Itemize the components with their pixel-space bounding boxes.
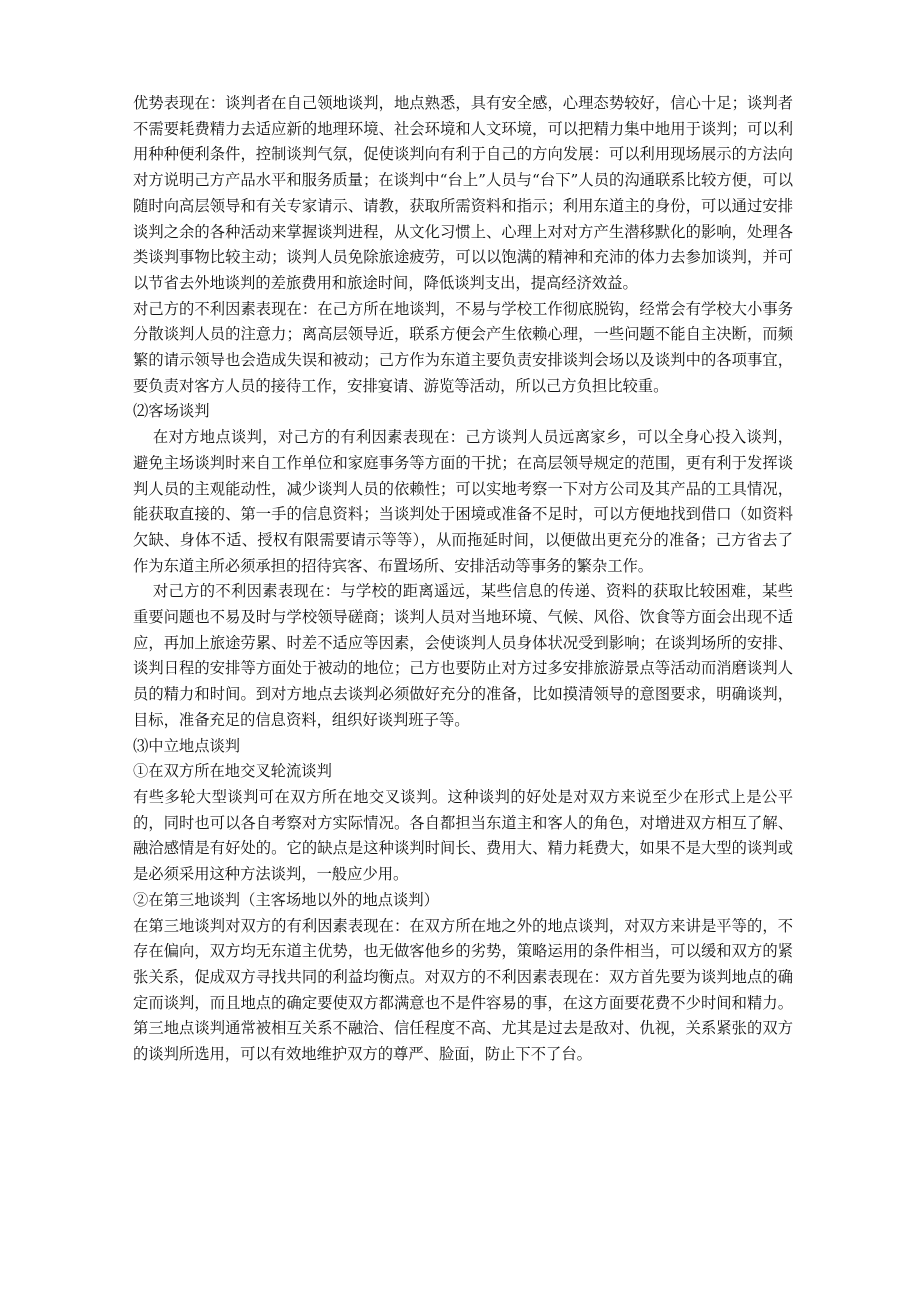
subheading-alternating-location: ①在双方所在地交叉轮流谈判 [133,762,332,781]
document-page [133,91,793,1068]
paragraph-alternating-location: 有些多轮大型谈判可在双方所在地交叉谈判。这种谈判的好处是对双方来说至少在形式上是公平的，同时也可以各自考察对方实际情况。各自都担当东道主和客人的角色，对增进双方相互了解、融洽感情是有好处的。它的缺点是这种谈判时间长、费用大、精力耗费大，如果不是大型的谈判或是必须采用这种方法谈判，一般应少用。 [133,787,793,884]
paragraph-third-location: 在第三地谈判对双方的有利因素表现在：在双方所在地之外的地点谈判，对双方来讲是平等的，不存在偏向，双方均无东道主优势，也无做客他乡的劣势，策略运用的条件相当，可以缓和双方的紧张关系，促成双方寻找共同的利益均衡点。对双方的不利因素表现在：双方首先要为谈判地点的确定而谈判，而且地点的确定要使双方都满意也不是件容易的事，在这方面要花费不少时间和精力。第三地点谈判通常被相互关系不融洽、信任程度不高、尤其是过去是敌对、仇视，关系紧张的双方的谈判所选用，可以有效地维护双方的尊严、脸面，防止下不了台。 [133,916,793,1064]
paragraph-away-advantages: 在对方地点谈判，对己方的有利因素表现在：己方谈判人员远离家乡，可以全身心投入谈判，避免主场谈判时来自工作单位和家庭事务等方面的干扰；在高层领导规定的范围，更有利于发挥谈判人员的主观能动性，减少谈判人员的依赖性；可以实地考察一下对方公司及其产品的工具情况，能获取直接的、第一手的信息资料；当谈判处于困境或准备不足时，可以方便地找到借口（如资料欠缺、身体不适、授权有限需要请示等等），从而拖延时间，以便做出更充分的准备；己方省去了作为东道主所必须承担的招待宾客、布置场所、安排活动等事务的繁杂工作。 [133,428,793,575]
subheading-third-location: ②在第三地谈判（主客场地以外的地点谈判） [133,890,439,909]
paragraph-home-disadvantages: 对己方的不利因素表现在：在己方所在地谈判，不易与学校工作彻底脱钩，经常会有学校大小事务分散谈判人员的注意力；离高层领导近，联系方便会产生依赖心理，一些问题不能自主决断，而频繁的请示领导也会造成失误和被动；己方作为东道主要负责安排谈判会场以及谈判中的各项事宜，要负责对客方人员的接待工作，安排宴请、游览等活动，所以己方负担比较重。 [133,299,793,395]
heading-away-negotiation: ⑵客场谈判 [133,402,210,421]
heading-neutral-location: ⑶中立地点谈判 [133,736,241,755]
paragraph-away-disadvantages: 对己方的不利因素表现在：与学校的距离遥远，某些信息的传递、资料的获取比较困难，某些重要问题也不易及时与学校领导磋商；谈判人员对当地环境、气候、风俗、饮食等方面会出现不适应，再加上旅途劳累、时差不适应等因素，会使谈判人员身体状况受到影响；在谈判场所的安排、谈判日程的安排等方面处于被动的地位；己方也要防止对方过多安排旅游景点等活动而消磨谈判人员的精力和时间。到对方地点去谈判必须做好充分的准备，比如摸清领导的意图要求，明确谈判，目标，准备充足的信息资料，组织好谈判班子等。 [133,582,793,729]
paragraph-home-advantages: 优势表现在：谈判者在自己领地谈判，地点熟悉，具有安全感，心理态势较好，信心十足；谈判者不需要耗费精力去适应新的地理环境、社会环境和人文环境，可以把精力集中地用于谈判；可以利用种种便利条件，控制谈判气氛，促使谈判向有利于自己的方向发展：可以利用现场展示的方法向对方说明己方产品水平和服务质量；在谈判中“台上”人员与“台下”人员的沟通联系比较方便，可以随时向高层领导和有关专家请示、请教，获取所需资料和指示；利用东道主的身份，可以通过安排谈判之余的各种活动来掌握谈判进程，从文化习惯上、心理上对对方产生潜移默化的影响，处理各类谈判事物比较主动；谈判人员免除旅途疲劳，可以以饱满的精神和充沛的体力去参加谈判，并可以节省去外地谈判的差旅费用和旅途时间，降低谈判支出，提高经济效益。 [133,94,793,292]
